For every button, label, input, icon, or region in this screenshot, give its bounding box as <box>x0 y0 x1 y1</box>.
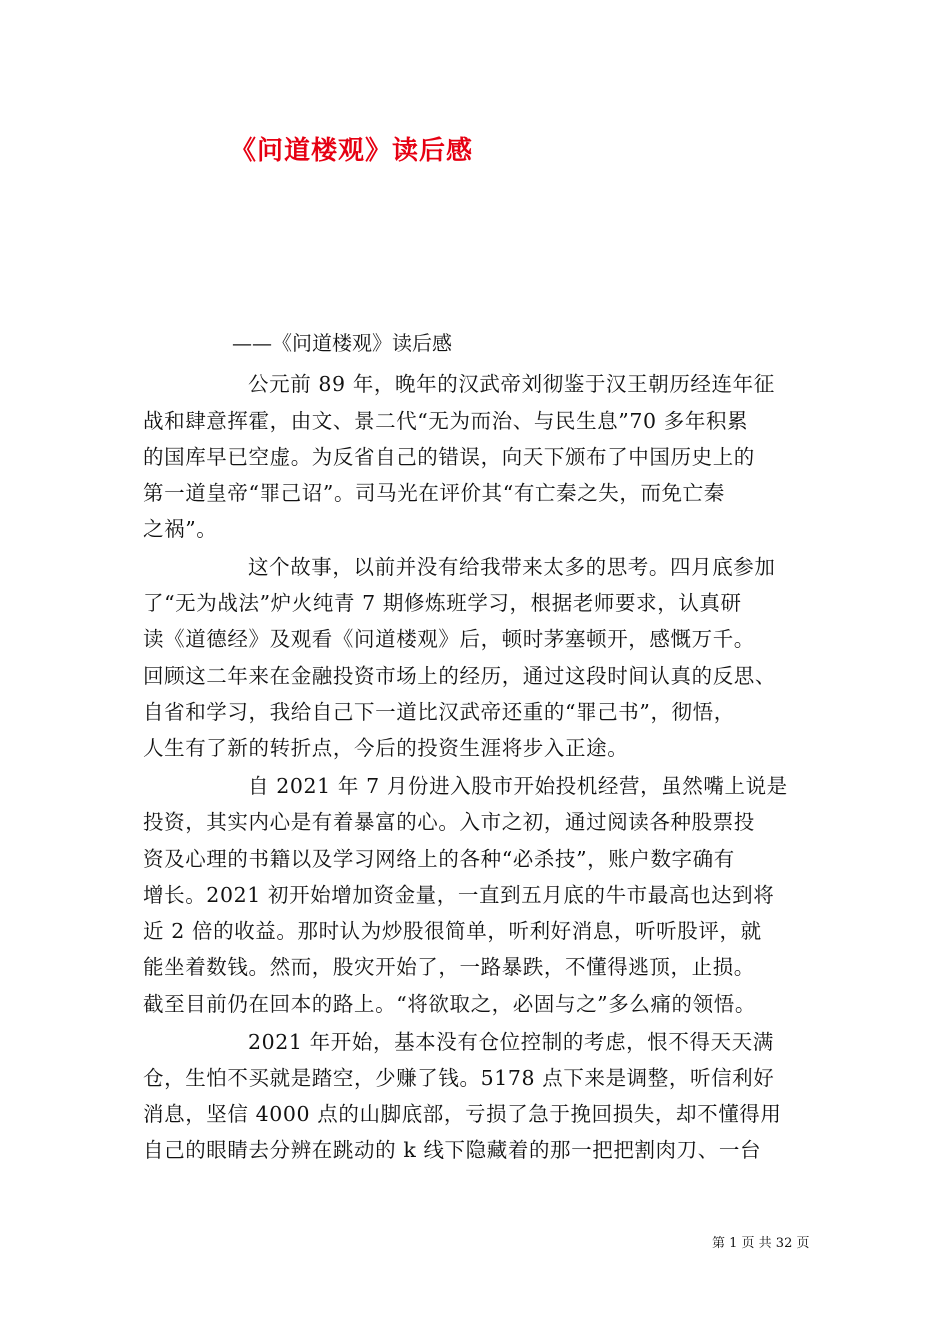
paragraph-line: 2021 年开始，基本没有仓位控制的考虑，恨不得天天满 <box>248 1030 774 1054</box>
paragraph-line: 第一道皇帝“罪己诏”。司马光在评价其“有亡秦之失，而免亡秦 <box>143 481 725 505</box>
paragraph-line: 读《道德经》及观看《问道楼观》后，顿时茅塞顿开，感慨万千。 <box>143 627 755 651</box>
document-title: 《问道楼观》读后感 <box>230 136 474 166</box>
paragraph-line: 自 2021 年 7 月份进入股市开始投机经营，虽然嘴上说是 <box>248 774 788 798</box>
paragraph-line: 回顾这二年来在金融投资市场上的经历，通过这段时间认真的反思、 <box>143 664 776 688</box>
paragraph-line: 投资，其实内心是有着暴富的心。入市之初，通过阅读各种股票投 <box>143 810 755 834</box>
paragraph-line: 人生有了新的转折点，今后的投资生涯将步入正途。 <box>143 736 629 760</box>
paragraph-line: 近 2 倍的收益。那时认为炒股很简单，听利好消息，听听股评，就 <box>143 919 762 943</box>
paragraph-line: 增长。2021 初开始增加资金量，一直到五月底的牛市最高也达到将 <box>143 883 775 907</box>
paragraph-line: 仓，生怕不买就是踏空，少赚了钱。5178 点下来是调整，听信利好 <box>143 1066 775 1090</box>
page-number-footer: 第 1 页 共 32 页 <box>712 1236 810 1251</box>
paragraph-line: 资及心理的书籍以及学习网络上的各种“必杀技”，账户数字确有 <box>143 847 735 871</box>
paragraph-line: 自省和学习，我给自己下一道比汉武帝还重的“罪己书”，彻悟， <box>143 700 735 724</box>
paragraph-line: 了“无为战法”炉火纯青 7 期修炼班学习，根据老师要求，认真研 <box>143 591 742 615</box>
paragraph-line: 截至目前仍在回本的路上。“将欲取之，必固与之”多么痛的领悟。 <box>143 992 756 1016</box>
paragraph-line: 战和肆意挥霍，由文、景二代“无为而治、与民生息”70 多年积累 <box>143 409 749 433</box>
paragraph-line: 这个故事，以前并没有给我带来太多的思考。四月底参加 <box>248 555 776 579</box>
paragraph-line: 公元前 89 年，晚年的汉武帝刘彻鉴于汉王朝历经连年征 <box>248 372 775 396</box>
paragraph-line: 的国库早已空虚。为反省自己的错误，向天下颁布了中国历史上的 <box>143 445 755 469</box>
document-subtitle: ——《问道楼观》读后感 <box>232 331 452 355</box>
paragraph-line: 自己的眼睛去分辨在跳动的 k 线下隐藏着的那一把把割肉刀、一台 <box>143 1138 762 1162</box>
paragraph-line: 能坐着数钱。然而，股灾开始了，一路暴跌，不懂得逃顶，止损。 <box>143 955 755 979</box>
paragraph-line: 消息，坚信 4000 点的山脚底部，亏损了急于挽回损失，却不懂得用 <box>143 1102 782 1126</box>
paragraph-line: 之祸”。 <box>143 517 218 541</box>
